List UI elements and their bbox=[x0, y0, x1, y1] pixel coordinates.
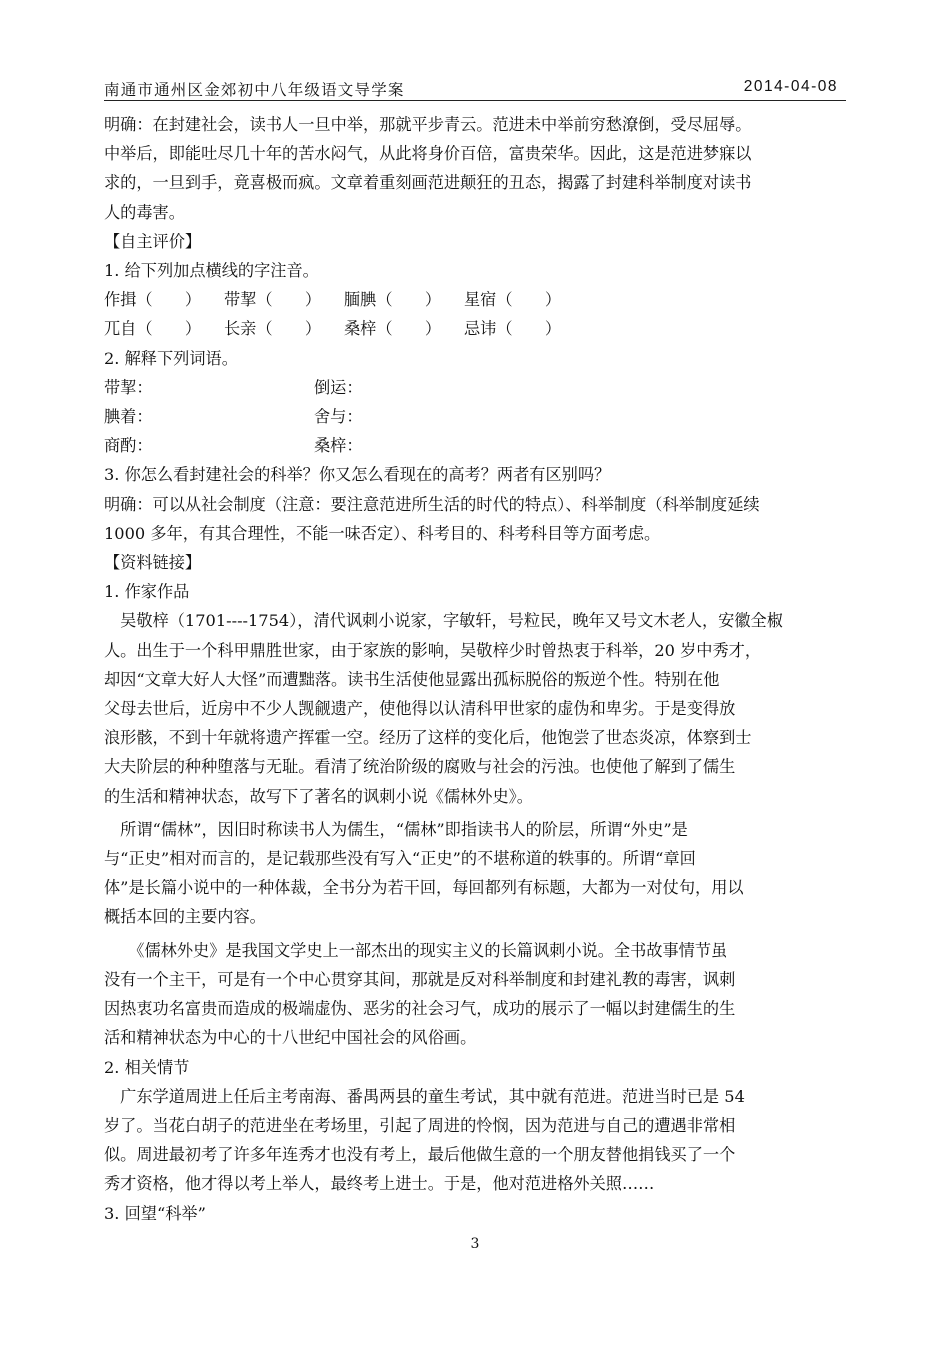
answer-line: 中举后，即能吐尽几十年的苦水闷气，从此将身价百倍，富贵荣华。因此，这是范进梦寐以 bbox=[104, 144, 752, 164]
question-3: 3. 你怎么看封建社会的科举？你又怎么看现在的高考？两者有区别吗？ bbox=[104, 465, 611, 485]
answer-line: 明确：在封建社会，读书人一旦中举，那就平步青云。范进未中举前穷愁潦倒，受尽屈辱。 bbox=[104, 115, 752, 134]
term-item: 带挈： bbox=[104, 377, 153, 397]
subheading-author-works: 1. 作家作品 bbox=[104, 582, 190, 602]
term-item: 舍与： bbox=[314, 407, 363, 427]
page-header bbox=[104, 76, 846, 101]
term-item: 倒运： bbox=[314, 377, 363, 397]
paragraph-line: 因热衷功名富贵而造成的极端虚伪、恶劣的社会习气，成功的展示了一幅以封建儒生的生 bbox=[104, 999, 736, 1019]
answer-line: 1000 多年，有其合理性，不能一味否定）、科考目的、科考科目等方面考虑。 bbox=[104, 523, 661, 543]
term-row bbox=[104, 431, 849, 460]
section-heading-self-evaluation: 【自主评价】 bbox=[104, 231, 202, 251]
term-item: 桑梓： bbox=[314, 436, 363, 456]
pinyin-item: 星宿（ ） bbox=[464, 290, 562, 310]
term-row bbox=[104, 402, 849, 431]
answer-line: 人的毒害。 bbox=[104, 202, 185, 222]
term-item: 商酌： bbox=[104, 436, 153, 456]
paragraph-line: 吴敬梓（1701----1754），清代讽刺小说家，字敏轩，号粒民，晚年又号文木老人，安徽全椒 bbox=[104, 611, 783, 631]
paragraph-line: 活和精神状态为中心的十八世纪中国社会的风俗画。 bbox=[104, 1028, 477, 1048]
paragraph-line: 广东学道周进上任后主考南海、番禺两县的童生考试，其中就有范进。范进当时已是 54 bbox=[104, 1086, 745, 1106]
document-body bbox=[104, 110, 849, 1228]
answer-line: 明确：可以从社会制度（注意：要注意范进所生活的时代的特点）、科举制度（科举制度延续 bbox=[104, 494, 760, 514]
pinyin-item: 作揖（ ） bbox=[104, 290, 202, 310]
pinyin-row bbox=[104, 314, 849, 343]
term-item: 腆着： bbox=[104, 407, 153, 427]
paragraph-line: 的生活和精神状态，故写下了著名的讽刺小说《儒林外史》。 bbox=[104, 786, 533, 806]
paragraph-line: 没有一个主干，可是有一个中心贯穿其间，那就是反对科举制度和封建礼教的毒害，讽刺 bbox=[104, 969, 736, 989]
pinyin-item: 长亲（ ） bbox=[224, 319, 322, 339]
paragraph-line: 却因“文章大好人大怪”而遭黜落。读书生活使他显露出孤标脱俗的叛逆个性。特别在他 bbox=[104, 669, 720, 689]
pinyin-item: 桑梓（ ） bbox=[344, 319, 442, 339]
pinyin-row bbox=[104, 285, 849, 314]
section-heading-resources: 【资料链接】 bbox=[104, 553, 202, 573]
question-2: 2. 解释下列词语。 bbox=[104, 348, 238, 368]
paragraph-line: 岁了。当花白胡子的范进坐在考场里，引起了周进的怜悯，因为范进与自己的遭遇非常相 bbox=[104, 1115, 736, 1135]
pinyin-item: 忌讳（ ） bbox=[464, 319, 562, 339]
question-1: 1. 给下列加点横线的字注音。 bbox=[104, 261, 319, 281]
term-row bbox=[104, 373, 849, 402]
paragraph-line: 浪形骸，不到十年就将遗产挥霍一空。经历了这样的变化后，他饱尝了世态炎凉，体察到士 bbox=[104, 728, 752, 748]
answer-line: 求的，一旦到手，竟喜极而疯。文章着重刻画范进颠狂的丑态，揭露了封建科举制度对读书 bbox=[104, 173, 752, 193]
paragraph-line: 父母去世后，近房中不少人觊觎遗产，使他得以认清科甲世家的虚伪和卑劣。于是变得放 bbox=[104, 699, 736, 719]
paragraph-line: 《儒林外史》是我国文学史上一部杰出的现实主义的长篇讽刺小说。全书故事情节虽 bbox=[104, 940, 728, 960]
pinyin-item: 带挈（ ） bbox=[224, 290, 322, 310]
paragraph-line: 大夫阶层的种种堕落与无耻。看清了统治阶级的腐败与社会的污浊。也使他了解到了儒生 bbox=[104, 757, 736, 777]
paragraph-line: 概括本回的主要内容。 bbox=[104, 907, 266, 927]
paragraph-line: 所谓“儒林”，因旧时称读书人为儒生，“儒林”即指读书人的阶层，所谓“外史”是 bbox=[104, 819, 688, 839]
paragraph-line: 体”是长篇小说中的一种体裁，全书分为若干回，每回都列有标题，大都为一对仗句，用以 bbox=[104, 878, 744, 898]
pinyin-item: 腼腆（ ） bbox=[344, 290, 442, 310]
pinyin-item: 兀自（ ） bbox=[104, 319, 202, 339]
paragraph-line: 似。周进最初考了许多年连秀才也没有考上，最后他做生意的一个朋友替他捐钱买了一个 bbox=[104, 1145, 736, 1165]
page-number: 3 bbox=[470, 1236, 480, 1252]
paragraph-line: 人。出生于一个科甲鼎胜世家，由于家族的影响，吴敬梓少时曾热衷于科举，20 岁中秀才， bbox=[104, 640, 762, 660]
header-date: 2014-04-08 bbox=[743, 78, 838, 95]
subheading-related-plot: 2. 相关情节 bbox=[104, 1057, 190, 1077]
subheading-keju: 3. 回望“科举” bbox=[104, 1203, 206, 1223]
paragraph-line: 秀才资格，他才得以考上举人，最终考上进士。于是，他对范进格外关照…… bbox=[104, 1174, 655, 1194]
header-title: 南通市通州区金郊初中八年级语文导学案 bbox=[104, 81, 405, 99]
paragraph-line: 与“正史”相对而言的，是记载那些没有写入“正史”的不堪称道的轶事的。所谓“章回 bbox=[104, 849, 696, 869]
